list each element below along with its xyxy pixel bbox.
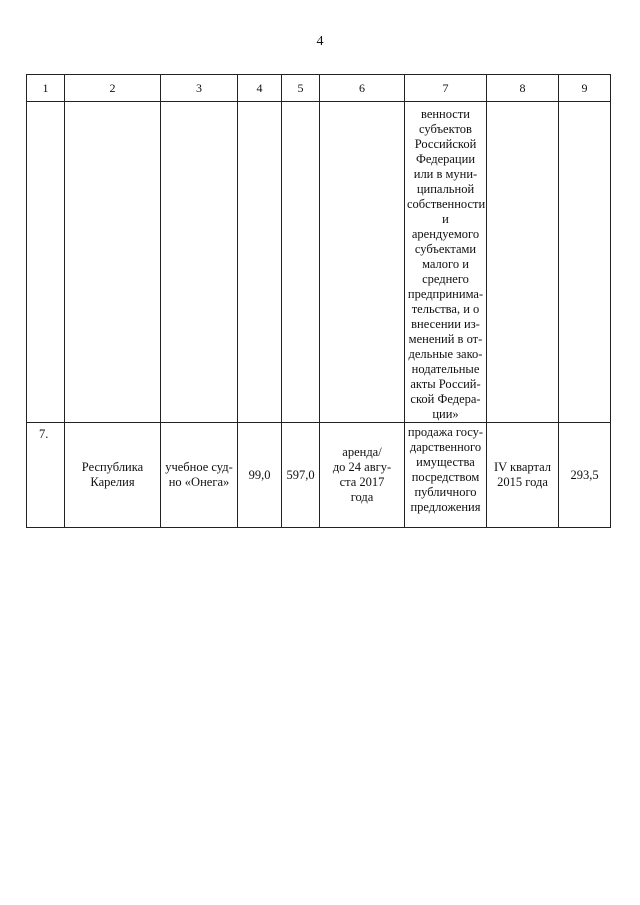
period-cell (487, 423, 559, 528)
column-number-4: 4 (238, 75, 282, 102)
empty-cell (238, 102, 282, 423)
value-col5-cell (282, 423, 320, 528)
column-number-3: 3 (161, 75, 238, 102)
amount-cell (559, 423, 611, 528)
column-number-1: 1 (27, 75, 65, 102)
value-col5-text: 597,0 (286, 467, 315, 482)
column-number-7: 7 (405, 75, 487, 102)
column-number-8: 8 (487, 75, 559, 102)
empty-cell (161, 102, 238, 423)
property-name-text: учебное суд- но «Онега» (165, 460, 233, 489)
privatization-method-text: продажа госу- дарственного имущества посредством публичного предложения (407, 425, 484, 514)
table-row-continuation (27, 102, 611, 423)
column-number-9: 9 (559, 75, 611, 102)
empty-cell (559, 102, 611, 423)
property-name-cell (161, 423, 238, 528)
column-number-6: 6 (320, 75, 405, 102)
empty-cell (27, 102, 65, 423)
column-number-2: 2 (65, 75, 161, 102)
privatization-method-cell (405, 423, 487, 528)
region-text: Республика Карелия (81, 460, 144, 489)
row-number-cell (27, 423, 65, 528)
property-table (26, 74, 611, 528)
legal-basis-continuation-cell (405, 102, 487, 423)
empty-cell (282, 102, 320, 423)
legal-basis-continuation-text: венности субъектов Российской Федерации или в муни- ципальной собственности и арендуемого субъектами малого и среднего предпринима- тельства, и о внесении из- менений в от- дельные зако- нодательные акты Россий- ской Федера- ции» (407, 107, 486, 421)
region-cell (65, 423, 161, 528)
page-number: 4 (316, 34, 324, 49)
empty-cell (487, 102, 559, 423)
table-row (27, 423, 611, 528)
column-number-5: 5 (282, 75, 320, 102)
empty-cell (320, 102, 405, 423)
amount-text: 293,5 (570, 467, 599, 482)
row-number: 7. (39, 427, 49, 441)
encumbrance-text: аренда/ до 24 авгу- ста 2017 года (332, 445, 392, 504)
encumbrance-cell (320, 423, 405, 528)
value-col4-text: 99,0 (248, 467, 271, 482)
table-header-row (27, 75, 611, 102)
value-col4-cell (238, 423, 282, 528)
period-text: IV квартал 2015 года (493, 460, 552, 489)
empty-cell (65, 102, 161, 423)
